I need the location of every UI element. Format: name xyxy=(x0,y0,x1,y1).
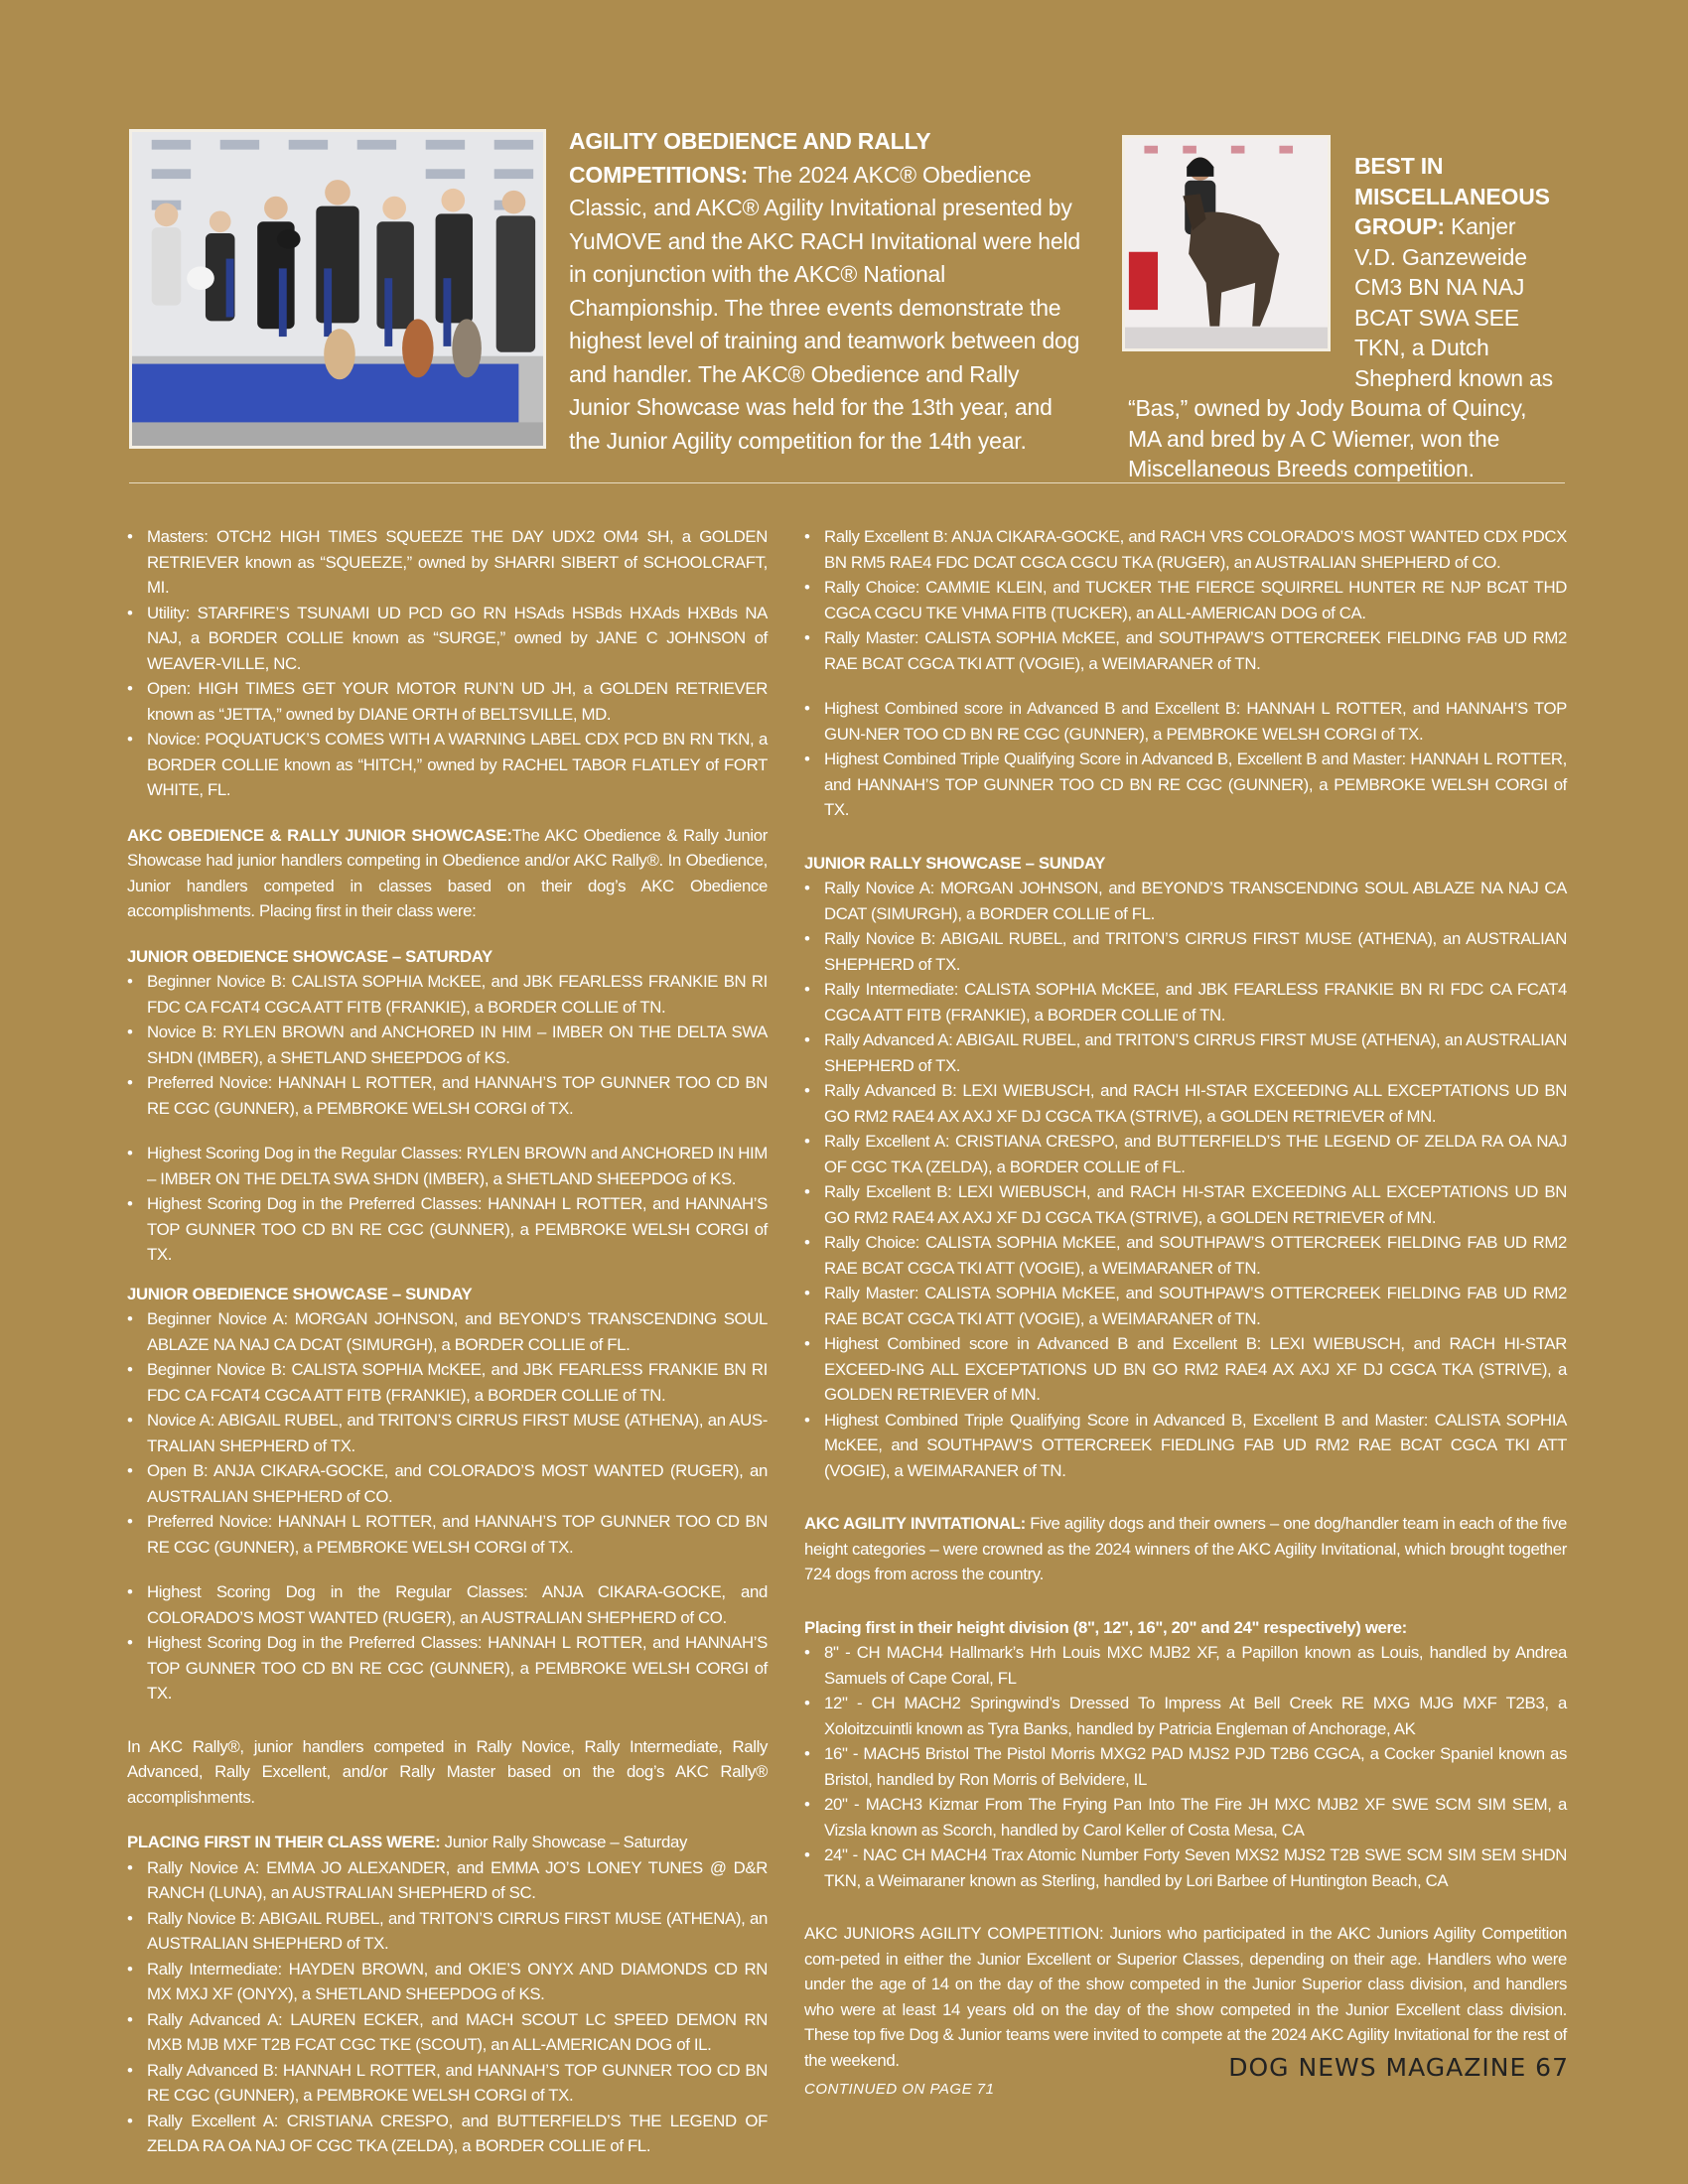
placing-subheading: Junior Rally Showcase – Saturday xyxy=(440,1833,688,1851)
list-item: • Beginner Novice B: CALISTA SOPHIA McKEE, and JBK FEARLESS FRANKIE BN RI FDC CA FCAT4 CGCA ATT FITB (FRANKIE), a BORDER COLLIE of TN. xyxy=(127,1357,768,1408)
list-item: • Highest Scoring Dog in the Preferred Classes: HANNAH L ROTTER, and HANNAH’S TOP GUNNER TOO CD BN RE CGC (GUNNER), a PEMBROKE WELSH CORGI of TX. xyxy=(127,1630,768,1706)
obedience-sunday-high-list xyxy=(127,1579,768,1706)
list-item: • Rally Choice: CALISTA SOPHIA McKEE, and SOUTHPAW’S OTTERCREEK FIELDING FAB UD RM2 RAE BCAT CGCA TKI ATT (VOGIE), a WEIMARANER of TN. xyxy=(804,1230,1567,1281)
list-item: • Beginner Novice A: MORGAN JOHNSON, and BEYOND’S TRANSCENDING SOUL ABLAZE NA NAJ CA DCAT (SIMURGH), a BORDER COLLIE of FL. xyxy=(127,1306,768,1357)
list-item: • Rally Advanced A: ABIGAIL RUBEL, and TRITON’S CIRRUS FIRST MUSE (ATHENA), an AUSTRALIAN SHEPHERD of TX. xyxy=(804,1027,1567,1078)
list-item: • 8" - CH MACH4 Hallmark’s Hrh Louis MXC MJB2 XF, a Papillon known as Louis, handled by Andrea Samuels of Cape Coral, FL xyxy=(804,1640,1567,1691)
page-footer: DOG NEWS MAGAZINE 67 xyxy=(1228,2053,1569,2082)
best-in-misc-text: Kanjer V.D. Ganzeweide CM3 BN NA NAJ BCAT SWA SEE TKN, a Dutch Shepherd known as “Bas,” owned by Jody Bouma of Quincy, MA and bred by A C Wiemer, won the Miscellaneous Breeds competition. xyxy=(1128,213,1553,481)
right-column xyxy=(804,524,1567,2103)
list-item: • Rally Advanced B: LEXI WIEBUSCH, and RACH HI-STAR EXCEEDING ALL EXCEPTATIONS UD BN GO RM2 RAE4 AX AXJ XF DJ CGCA TKA (STRIVE), a GOLDEN RETRIEVER of MN. xyxy=(804,1078,1567,1129)
rally-sunday-list xyxy=(804,876,1567,1483)
list-item: • Masters: OTCH2 HIGH TIMES SQUEEZE THE DAY UDX2 OM4 SH, a GOLDEN RETRIEVER known as “SQUEEZE,” owned by SHARRI SIBERT of SCHOOLCRAFT, MI. xyxy=(127,524,768,601)
section-heading: JUNIOR OBEDIENCE SHOWCASE – SUNDAY xyxy=(127,1284,473,1303)
list-item: • Rally Master: CALISTA SOPHIA McKEE, and SOUTHPAW’S OTTERCREEK FIELDING FAB UD RM2 RAE BCAT CGCA TKI ATT (VOGIE), a WEIMARANER of TN. xyxy=(804,1281,1567,1331)
list-item: • Highest Scoring Dog in the Regular Classes: ANJA CIKARA-GOCKE, and COLORADO’S MOST WANTED (RUGER), an AUSTRALIAN SHEPHERD of CO. xyxy=(127,1579,768,1630)
list-item: • Preferred Novice: HANNAH L ROTTER, and HANNAH’S TOP GUNNER TOO CD BN RE CGC (GUNNER), a PEMBROKE WELSH CORGI of TX. xyxy=(127,1070,768,1121)
best-in-misc-heading: BEST IN MISCELLANEOUS GROUP: xyxy=(1354,153,1550,239)
list-item: • Rally Excellent A: CRISTIANA CRESPO, and BUTTERFIELD’S THE LEGEND OF ZELDA RA OA NAJ OF CGC TKA (ZELDA), a BORDER COLLIE of FL. xyxy=(804,1129,1567,1179)
list-item: • Novice A: ABIGAIL RUBEL, and TRITON’S CIRRUS FIRST MUSE (ATHENA), an AUS-TRALIAN SHEPHERD of TX. xyxy=(127,1408,768,1458)
list-item: • Rally Excellent A: CRISTIANA CRESPO, and BUTTERFIELD’S THE LEGEND OF ZELDA RA OA NAJ OF CGC TKA (ZELDA), a BORDER COLLIE of FL. xyxy=(127,2109,768,2159)
list-item: • Highest Combined Triple Qualifying Score in Advanced B, Excellent B and Master: HANNAH L ROTTER, and HANNAH’S TOP GUNNER TOO CD BN RE CGC (GUNNER), a PEMBROKE WELSH CORGI of TX. xyxy=(804,747,1567,823)
list-item: • 20" - MACH3 Kizmar From The Frying Pan Into The Fire JH MXC MJB2 XF SWE SCM SIM SEM, a Vizsla known as Scorch, handled by Carol Keller of Costa Mesa, CA xyxy=(804,1792,1567,1843)
list-item: • 24" - NAC CH MACH4 Trax Atomic Number Forty Seven MXS2 MJS2 T2B SWE SCM SIM SEM SHDN TKN, a Weimaraner known as Sterling, handled by Lori Barbee of Huntington Beach, CA xyxy=(804,1843,1567,1893)
list-item: • Highest Combined score in Advanced B and Excellent B: LEXI WIEBUSCH, and RACH HI-STAR EXCEED-ING ALL EXCEPTATIONS UD BN GO RM2 RAE4 AX AXJ XF DJ CGCA TKA (STRIVE), a GOLDEN RETRIEVER of MN. xyxy=(804,1331,1567,1408)
list-item: • Rally Novice B: ABIGAIL RUBEL, and TRITON’S CIRRUS FIRST MUSE (ATHENA), an AUSTRALIAN SHEPHERD of TX. xyxy=(804,926,1567,977)
list-item: • Rally Advanced B: HANNAH L ROTTER, and HANNAH’S TOP GUNNER TOO CD BN RE CGC (GUNNER), a PEMBROKE WELSH CORGI of TX. xyxy=(127,2058,768,2109)
list-item: • Rally Choice: CAMMIE KLEIN, and TUCKER THE FIERCE SQUIRREL HUNTER RE NJP BCAT THD CGCA CGCU TKE VHMA FITB (TUCKER), an ALL-AMERICAN DOG of CA. xyxy=(804,575,1567,625)
agility-invitational-heading: AKC AGILITY INVITATIONAL: xyxy=(804,1514,1026,1533)
list-item: • Rally Novice A: MORGAN JOHNSON, and BEYOND’S TRANSCENDING SOUL ABLAZE NA NAJ CA DCAT (SIMURGH), a BORDER COLLIE of FL. xyxy=(804,876,1567,926)
agility-invitational-text: Five agility dogs and their owners – one dog/handler team in each of the five height categories – were crowned as the 2024 winners of the AKC Agility Invitational, which brought together 724 dogs from across the country. xyxy=(804,1514,1567,1583)
obedience-sunday-list xyxy=(127,1306,768,1560)
list-item: • 12" - CH MACH2 Springwind’s Dressed To Impress At Bell Creek RE MXG MJG MXF T2B3, a Xoloitzcuintli known as Tyra Banks, handled by Patricia Engleman of Anchorage, AK xyxy=(804,1691,1567,1741)
intro-text: The 2024 AKC® Obedience Classic, and AKC® Agility Invitational presented by YuMOVE and the AKC RACH Invitational were held in conjunction with the AKC® National Championship. The three events demonstrate the highest level of training and teamwork between dog and handler. The AKC® Obedience and Rally Junior Showcase was held for the 13th year, and the Junior Agility competition for the 14th year. xyxy=(569,161,1080,454)
list-item: • Novice B: RYLEN BROWN and ANCHORED IN HIM – IMBER ON THE DELTA SWA SHDN (IMBER), a SHETLAND SHEEPDOG of KS. xyxy=(127,1020,768,1070)
height-division-list xyxy=(804,1640,1567,1893)
intro-heading: AGILITY OBEDIENCE AND RALLY COMPETITIONS: xyxy=(569,128,930,188)
list-item: • Highest Combined score in Advanced B and Excellent B: HANNAH L ROTTER, and HANNAH’S TOP GUN-NER TOO CD BN RE CGC (GUNNER), a PEMBROKE WELSH CORGI of TX. xyxy=(804,696,1567,747)
placing-heading: PLACING FIRST IN THEIR CLASS WERE: xyxy=(127,1833,441,1851)
rally-saturday-cont-list xyxy=(804,524,1567,676)
photo-illustration xyxy=(132,132,543,446)
list-item: • Rally Master: CALISTA SOPHIA McKEE, and SOUTHPAW’S OTTERCREEK FIELDING FAB UD RM2 RAE BCAT CGCA TKI ATT (VOGIE), a WEIMARANER of TN. xyxy=(804,625,1567,676)
list-item: • Rally Intermediate: HAYDEN BROWN, and OKIE’S ONYX AND DIAMONDS CD RN MX MXJ XF (ONYX), a SHETLAND SHEEPDOG of KS. xyxy=(127,1957,768,2007)
juniors-agility-paragraph: AKC JUNIORS AGILITY COMPETITION: Juniors who participated in the AKC Juniors Agility Competition com-peted in either the Junior Excellent or Superior Classes, depending on their age. Handlers who were under the age of 14 on the day of the show competed in the Junior Superior class division, and handlers who were at least 14 years old on the day of the show competed in the Junior Excellent class division. These top five Dog & Junior teams were invited to compete at the 2024 AKC Agility Invitational for the rest of the weekend. xyxy=(804,1924,1567,2070)
list-item: • Open B: ANJA CIKARA-GOCKE, and COLORADO’S MOST WANTED (RUGER), an AUSTRALIAN SHEPHERD of CO. xyxy=(127,1458,768,1509)
list-item: • Rally Novice B: ABIGAIL RUBEL, and TRITON’S CIRRUS FIRST MUSE (ATHENA), an AUSTRALIAN SHEPHERD of TX. xyxy=(127,1906,768,1957)
junior-showcase-paragraph xyxy=(127,823,768,924)
intro-paragraph xyxy=(569,125,1080,458)
obedience-saturday-list xyxy=(127,969,768,1121)
list-item: • Beginner Novice B: CALISTA SOPHIA McKEE, and JBK FEARLESS FRANKIE BN RI FDC CA FCAT4 CGCA ATT FITB (FRANKIE), a BORDER COLLIE of TN. xyxy=(127,969,768,1020)
list-item: • Rally Excellent B: ANJA CIKARA-GOCKE, and RACH VRS COLORADO’S MOST WANTED CDX PDCX BN RM5 RAE4 FDC DCAT CGCA CGCU TKA (RUGER), an AUSTRALIAN SHEPHERD of CO. xyxy=(804,524,1567,575)
list-item: • Preferred Novice: HANNAH L ROTTER, and HANNAH’S TOP GUNNER TOO CD BN RE CGC (GUNNER), a PEMBROKE WELSH CORGI of TX. xyxy=(127,1509,768,1560)
list-item: • Utility: STARFIRE’S TSUNAMI UD PCD GO RN HSAds HSBds HXAds HXBds NA NAJ, a BORDER COLLIE known as “SURGE,” owned by JANE C JOHNSON of WEAVER-VILLE, NC. xyxy=(127,601,768,677)
list-item: • Rally Intermediate: CALISTA SOPHIA McKEE, and JBK FEARLESS FRANKIE BN RI FDC CA FCAT4 CGCA ATT FITB (FRANKIE), a BORDER COLLIE of TN. xyxy=(804,977,1567,1027)
group-winners-photo xyxy=(129,129,546,449)
list-item: • Rally Advanced A: LAUREN ECKER, and MACH SCOUT LC SPEED DEMON RN MXB MJB MXF T2B FCAT CGC TKE (SCOUT), an ALL-AMERICAN DOG of IL. xyxy=(127,2007,768,2058)
rally-saturday-high-list xyxy=(804,696,1567,823)
obedience-saturday-high-list xyxy=(127,1141,768,1268)
list-item: • Highest Scoring Dog in the Preferred Classes: HANNAH L ROTTER, and HANNAH’S TOP GUNNER TOO CD BN RE CGC (GUNNER), a PEMBROKE WELSH CORGI of TX. xyxy=(127,1191,768,1268)
list-item: • Open: HIGH TIMES GET YOUR MOTOR RUN’N UD JH, a GOLDEN RETRIEVER known as “JETTA,” owned by DIANE ORTH of BELTSVILLE, MD. xyxy=(127,676,768,727)
list-item: • Rally Excellent B: LEXI WIEBUSCH, and RACH HI-STAR EXCEEDING ALL EXCEPTATIONS UD BN GO RM2 RAE4 AX AXJ XF DJ CGCA TKA (STRIVE), a GOLDEN RETRIEVER of MN. xyxy=(804,1179,1567,1230)
section-heading: JUNIOR OBEDIENCE SHOWCASE – SATURDAY xyxy=(127,946,492,966)
agility-invitational-paragraph xyxy=(804,1511,1567,1587)
section-divider xyxy=(129,482,1565,483)
left-column xyxy=(127,524,768,2159)
list-item: • Rally Novice A: EMMA JO ALEXANDER, and EMMA JO’S LONEY TUNES @ D&R RANCH (LUNA), an AUSTRALIAN SHEPHERD of SC. xyxy=(127,1855,768,1906)
list-item: • Highest Combined Triple Qualifying Score in Advanced B, Excellent B and Master: CALISTA SOPHIA McKEE, and SOUTHPAW’S OTTERCREEK FIEDLING FAB UD RM2 RAE BCAT CGCA TKI ATT (VOGIE), a WEIMARANER of TN. xyxy=(804,1408,1567,1484)
list-item: • Highest Scoring Dog in the Regular Classes: RYLEN BROWN and ANCHORED IN HIM – IMBER ON THE DELTA SWA SHDN (IMBER), a SHETLAND SHEEPDOG of KS. xyxy=(127,1141,768,1191)
section-heading: JUNIOR RALLY SHOWCASE – SUNDAY xyxy=(804,853,1106,873)
obedience-classic-list xyxy=(127,524,768,803)
rally-intro-paragraph: In AKC Rally®, junior handlers competed in Rally Novice, Rally Intermediate, Rally Advanced, Rally Excellent, and/or Rally Master based on the dog’s AKC Rally® accomplishments. xyxy=(127,1736,768,1807)
junior-showcase-text: The AKC Obedience & Rally Junior Showcase had junior handlers competing in Obedience and/or AKC Rally®. In Obedience, Junior handlers competed in classes based on their dog’s AKC Obedience accomplishments. Placing first in their class were: xyxy=(127,825,768,920)
rally-saturday-list xyxy=(127,1855,768,2159)
height-division-heading: Placing first in their height division (8", 12", 16", 20" and 24" respectively) were: xyxy=(804,1617,1407,1637)
list-item: • Novice: POQUATUCK’S COMES WITH A WARNING LABEL CDX PCD BN RN TKN, a BORDER COLLIE known as “HITCH,” owned by RACHEL TABOR FLATLEY of FORT WHITE, FL. xyxy=(127,727,768,803)
best-in-misc-paragraph xyxy=(1128,151,1555,484)
junior-showcase-heading: AKC OBEDIENCE & RALLY JUNIOR SHOWCASE: xyxy=(127,825,512,845)
continued-note: CONTINUED ON PAGE 71 xyxy=(804,2081,995,2098)
placing-paragraph xyxy=(127,1830,768,1855)
list-item: • 16" - MACH5 Bristol The Pistol Morris MXG2 PAD MJS2 PJD T2B6 CGCA, a Cocker Spaniel known as Bristol, handled by Ron Morris of Belvidere, IL xyxy=(804,1741,1567,1792)
